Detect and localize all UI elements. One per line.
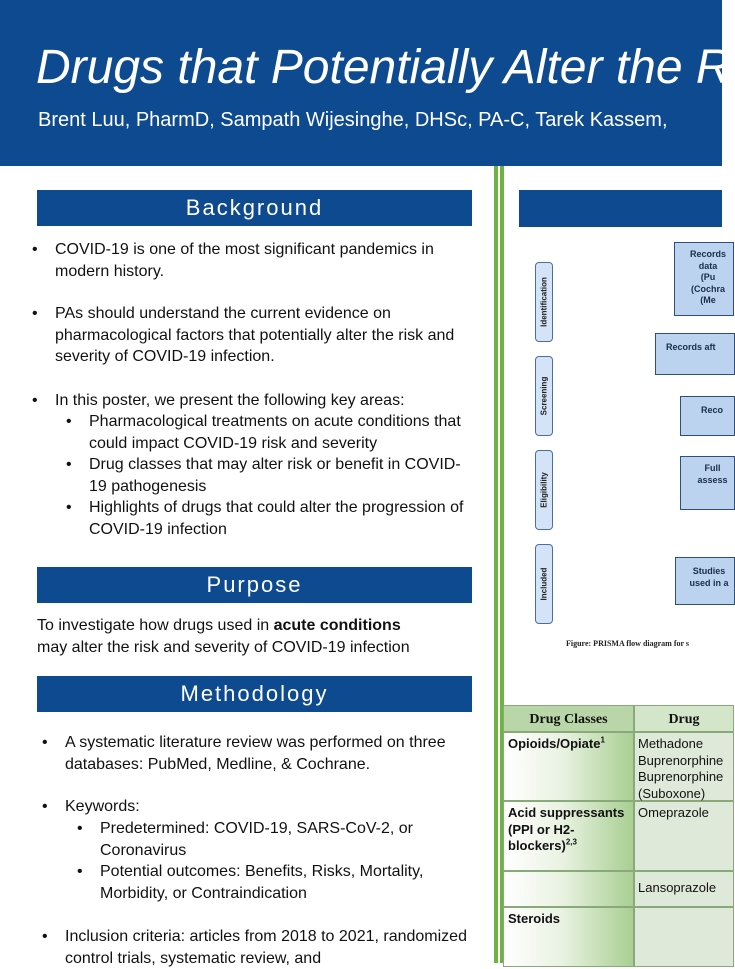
table-row-3-drugs xyxy=(634,871,734,907)
methodology-bullet-1-text: A systematic literature review was performed on three databases: PubMed, Medline, & Cochrane. xyxy=(65,734,446,773)
prisma-phase-eligibility-label: Eligibility xyxy=(539,472,549,508)
prisma-box-records-databases-line-2: data xyxy=(698,260,718,271)
prisma-figure-caption: Figure: PRISMA flow diagram for s xyxy=(566,639,690,648)
methodology-sub-bullet-1-text: Predetermined: COVID-19, SARS-CoV-2, or Coronavirus xyxy=(100,820,414,859)
prisma-phase-screening xyxy=(535,356,553,436)
purpose-text-bold: acute conditions xyxy=(273,617,401,634)
background-bullet-3-text: In this poster, we present the following key areas: xyxy=(55,392,405,409)
prisma-box-studies-included-line-1: Studies xyxy=(692,566,726,576)
table-header-drug-classes: Drug Classes xyxy=(503,705,634,732)
prisma-box-full-text-line-2: assess xyxy=(697,474,728,485)
background-bullet-1-text: COVID-19 is one of the most significant pandemics in modern history. xyxy=(55,241,434,280)
table-row-3-class xyxy=(503,871,634,907)
table-row-2-class xyxy=(503,801,634,871)
purpose-text xyxy=(37,615,472,658)
prisma-box-studies-included-line-2: used in a xyxy=(689,577,729,588)
methodology-bullet-2-text: Keywords: xyxy=(65,798,140,815)
prisma-box-records-databases-line-3: (Pu xyxy=(700,272,716,282)
background-sub-bullet-2-text: Drug classes that may alter risk or benefit in COVID-19 pathogenesis xyxy=(89,456,461,495)
prisma-box-records-screened xyxy=(680,396,735,436)
table-header-drug: Drug xyxy=(634,705,734,732)
table-row-2-class-text: Acid suppressants (PPI or H2-blockers) xyxy=(508,805,625,853)
table-row-1-drug-4: (Suboxone) xyxy=(638,785,706,801)
prisma-phase-included xyxy=(535,544,553,624)
table-row-1-class-ref: 1 xyxy=(600,735,605,745)
prisma-box-records-after-label: Records aft xyxy=(666,342,716,352)
table-row-4-drugs xyxy=(634,907,734,967)
table-row-1-drugs xyxy=(634,732,734,801)
table-row-1-class-text: Opioids/Opiate xyxy=(508,736,601,751)
methodology-sub-bullet-2-text: Potential outcomes: Benefits, Risks, Mortality, Morbidity, or Contraindication xyxy=(100,863,424,902)
table-row-1-drug-1: Methadone xyxy=(638,736,704,751)
drug-table xyxy=(503,705,722,963)
table-row-4-class xyxy=(503,907,634,967)
prisma-phase-identification xyxy=(535,262,553,342)
methodology-bullet-3-text: Inclusion criteria: articles from 2018 to 2021, randomized control trials, systematic review, and xyxy=(65,928,467,967)
prisma-phase-identification-label: Identification xyxy=(539,277,549,327)
poster-authors: Brent Luu, PharmD, Sampath Wijesinghe, DHSc, PA-C, Tarek Kassem, xyxy=(38,109,668,131)
table-row-2-class-ref: 2,3 xyxy=(565,837,577,847)
background-sub-bullet-3-text: Highlights of drugs that could alter the progression of COVID-19 infection xyxy=(89,499,464,538)
right-section-heading xyxy=(519,190,722,227)
prisma-phase-included-label: Included xyxy=(539,567,549,601)
prisma-box-records-databases-line-4: (Cochra xyxy=(690,283,725,294)
prisma-box-records-databases-line-1: Records xyxy=(689,249,726,259)
poster-header xyxy=(0,0,731,166)
table-row-2-drugs xyxy=(634,801,734,871)
table-row-4-class-text: Steroids xyxy=(508,911,561,926)
table-row-2-drug-1: Omeprazole xyxy=(638,805,709,820)
table-row-1-drug-2: Buprenorphine xyxy=(638,752,724,768)
prisma-phase-screening-label: Screening xyxy=(539,376,549,416)
prisma-box-full-text xyxy=(680,456,735,510)
prisma-box-records-after xyxy=(655,333,735,375)
prisma-box-records-databases xyxy=(674,242,734,316)
purpose-text-start: To investigate how drugs used in xyxy=(37,617,274,634)
column-divider-left xyxy=(494,166,498,963)
purpose-text-end: may alter the risk and severity of COVID-19 infection xyxy=(37,638,410,656)
table-row-1-drug-3: Buprenorphine xyxy=(638,769,724,784)
prisma-box-records-screened-label: Reco xyxy=(701,405,724,415)
background-heading: Background xyxy=(37,190,472,226)
poster-title: Drugs that Potentially Alter the R xyxy=(36,41,731,94)
background-bullet-2-text: PAs should understand the current evidence on pharmacological factors that potentially alter the risk and severity of COVID-19 infection. xyxy=(55,305,455,365)
methodology-heading: Methodology xyxy=(37,676,472,712)
prisma-phase-eligibility xyxy=(535,450,553,530)
table-row-1-class xyxy=(503,732,634,801)
prisma-box-records-databases-line-5: (Me xyxy=(700,295,716,305)
prisma-box-studies-included xyxy=(675,557,735,605)
purpose-heading: Purpose xyxy=(37,567,472,603)
prisma-box-full-text-line-1: Full xyxy=(704,463,721,473)
table-row-3-drug-1: Lansoprazole xyxy=(638,880,717,895)
background-sub-bullet-1-text: Pharmacological treatments on acute conditions that could impact COVID-19 risk and severity xyxy=(89,413,461,452)
